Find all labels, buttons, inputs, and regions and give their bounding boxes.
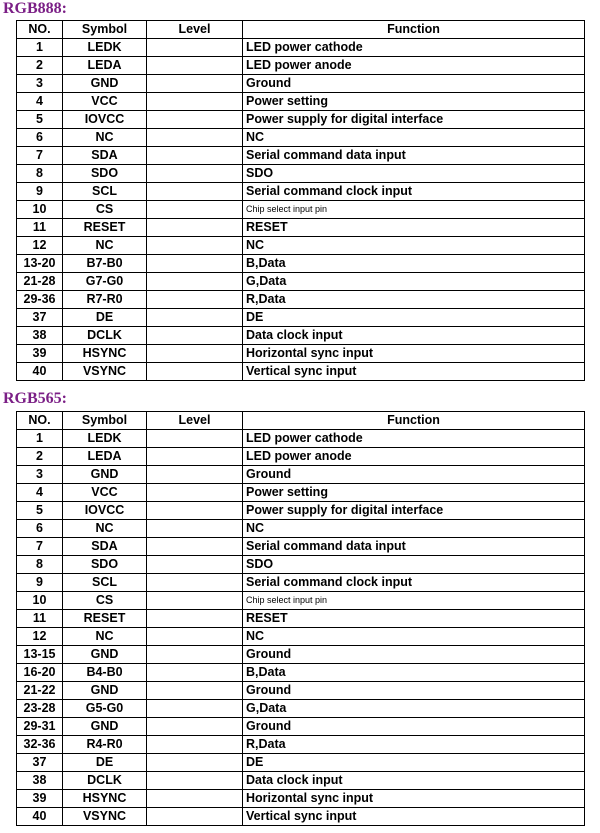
pin-symbol: DCLK — [63, 772, 147, 790]
pin-number: 9 — [17, 574, 63, 592]
pin-level — [147, 363, 243, 381]
pin-function: Horizontal sync input — [243, 790, 585, 808]
pin-level — [147, 93, 243, 111]
pin-number: 6 — [17, 520, 63, 538]
pin-symbol: GND — [63, 682, 147, 700]
pin-function: NC — [243, 628, 585, 646]
pin-function: NC — [243, 520, 585, 538]
pin-symbol: SDO — [63, 165, 147, 183]
pin-symbol: B7-B0 — [63, 255, 147, 273]
pin-symbol: IOVCC — [63, 111, 147, 129]
table-row — [17, 129, 585, 147]
pin-symbol: CS — [63, 592, 147, 610]
pin-function: Ground — [243, 718, 585, 736]
pin-number: 10 — [17, 201, 63, 219]
pin-function: G,Data — [243, 273, 585, 291]
pin-function: Ground — [243, 682, 585, 700]
table-row — [17, 237, 585, 255]
header-level: Level — [147, 21, 243, 39]
rgb888-section-title: RGB888: — [3, 0, 67, 17]
pin-symbol: RESET — [63, 219, 147, 237]
pin-symbol: NC — [63, 520, 147, 538]
pin-function: LED power cathode — [243, 430, 585, 448]
pin-symbol: NC — [63, 628, 147, 646]
pin-symbol: G5-G0 — [63, 700, 147, 718]
pin-symbol: SDA — [63, 538, 147, 556]
table-row — [17, 610, 585, 628]
pin-function: Horizontal sync input — [243, 345, 585, 363]
pin-symbol: GND — [63, 646, 147, 664]
rgb888-pin-table — [16, 20, 585, 381]
pin-level — [147, 610, 243, 628]
pin-function: Ground — [243, 75, 585, 93]
pin-level — [147, 790, 243, 808]
pin-function: Data clock input — [243, 772, 585, 790]
pin-level — [147, 147, 243, 165]
pin-symbol: R7-R0 — [63, 291, 147, 309]
pin-number: 40 — [17, 808, 63, 826]
pin-number: 12 — [17, 628, 63, 646]
table-row — [17, 39, 585, 57]
pin-level — [147, 75, 243, 93]
pin-symbol: NC — [63, 237, 147, 255]
pin-level — [147, 237, 243, 255]
pin-function: NC — [243, 237, 585, 255]
table-header-row — [17, 21, 585, 39]
pin-symbol: DE — [63, 309, 147, 327]
pin-function: B,Data — [243, 255, 585, 273]
pin-number: 7 — [17, 538, 63, 556]
pin-number: 5 — [17, 502, 63, 520]
pin-number: 1 — [17, 430, 63, 448]
pin-level — [147, 592, 243, 610]
pin-number: 21-22 — [17, 682, 63, 700]
pin-number: 29-36 — [17, 291, 63, 309]
table-row — [17, 664, 585, 682]
pin-level — [147, 57, 243, 75]
pin-number: 5 — [17, 111, 63, 129]
pin-function: Serial command clock input — [243, 183, 585, 201]
pin-level — [147, 129, 243, 147]
pin-number: 13-15 — [17, 646, 63, 664]
table-row — [17, 484, 585, 502]
table-row — [17, 183, 585, 201]
pin-function: Serial command data input — [243, 147, 585, 165]
pin-symbol: DE — [63, 754, 147, 772]
pin-function: Ground — [243, 646, 585, 664]
pin-symbol: CS — [63, 201, 147, 219]
pin-function: LED power anode — [243, 57, 585, 75]
header-no: NO. — [17, 21, 63, 39]
table-row — [17, 291, 585, 309]
pin-symbol: GND — [63, 718, 147, 736]
pin-function: G,Data — [243, 700, 585, 718]
table-row — [17, 502, 585, 520]
pin-function: Vertical sync input — [243, 808, 585, 826]
pin-level — [147, 646, 243, 664]
pin-function: Vertical sync input — [243, 363, 585, 381]
pin-number: 7 — [17, 147, 63, 165]
pin-symbol: LEDK — [63, 39, 147, 57]
pin-number: 16-20 — [17, 664, 63, 682]
pin-level — [147, 556, 243, 574]
pin-number: 9 — [17, 183, 63, 201]
pin-level — [147, 520, 243, 538]
pin-number: 12 — [17, 237, 63, 255]
table-row — [17, 520, 585, 538]
pin-function: LED power anode — [243, 448, 585, 466]
pin-number: 13-20 — [17, 255, 63, 273]
pin-level — [147, 165, 243, 183]
pin-function: Data clock input — [243, 327, 585, 345]
pin-level — [147, 538, 243, 556]
table-row — [17, 93, 585, 111]
pin-number: 38 — [17, 327, 63, 345]
table-row — [17, 327, 585, 345]
pin-level — [147, 291, 243, 309]
pin-symbol: VCC — [63, 93, 147, 111]
pin-symbol: NC — [63, 129, 147, 147]
pin-level — [147, 808, 243, 826]
pin-symbol: DCLK — [63, 327, 147, 345]
pin-function: R,Data — [243, 291, 585, 309]
pin-number: 4 — [17, 93, 63, 111]
pin-number: 39 — [17, 790, 63, 808]
pin-level — [147, 430, 243, 448]
pin-level — [147, 327, 243, 345]
table-row — [17, 736, 585, 754]
table-row — [17, 754, 585, 772]
pin-level — [147, 700, 243, 718]
table-row — [17, 466, 585, 484]
pin-level — [147, 772, 243, 790]
table-row — [17, 111, 585, 129]
pin-symbol: LEDK — [63, 430, 147, 448]
table-row — [17, 538, 585, 556]
table-row — [17, 556, 585, 574]
pin-number: 4 — [17, 484, 63, 502]
table-row — [17, 772, 585, 790]
pin-symbol: GND — [63, 466, 147, 484]
pin-number: 21-28 — [17, 273, 63, 291]
pin-level — [147, 345, 243, 363]
pin-number: 39 — [17, 345, 63, 363]
pin-symbol: GND — [63, 75, 147, 93]
pin-level — [147, 664, 243, 682]
pin-function: Serial command data input — [243, 538, 585, 556]
rgb565-section-title: RGB565: — [3, 390, 67, 407]
pin-level — [147, 255, 243, 273]
pin-level — [147, 183, 243, 201]
table-header-row — [17, 412, 585, 430]
pin-level — [147, 628, 243, 646]
header-symbol: Symbol — [63, 412, 147, 430]
table-row — [17, 363, 585, 381]
pin-level — [147, 754, 243, 772]
table-row — [17, 700, 585, 718]
pin-symbol: SCL — [63, 574, 147, 592]
pin-function: Power setting — [243, 93, 585, 111]
pin-level — [147, 448, 243, 466]
pin-number: 32-36 — [17, 736, 63, 754]
pin-number: 2 — [17, 448, 63, 466]
table-row — [17, 430, 585, 448]
pin-function: RESET — [243, 610, 585, 628]
pin-symbol: G7-G0 — [63, 273, 147, 291]
pin-symbol: VSYNC — [63, 808, 147, 826]
table-row — [17, 718, 585, 736]
pin-number: 38 — [17, 772, 63, 790]
table-row — [17, 574, 585, 592]
table-row — [17, 75, 585, 93]
table-row — [17, 201, 585, 219]
table-row — [17, 646, 585, 664]
pin-symbol: VSYNC — [63, 363, 147, 381]
pin-level — [147, 736, 243, 754]
pin-number: 1 — [17, 39, 63, 57]
table-row — [17, 682, 585, 700]
pin-symbol: IOVCC — [63, 502, 147, 520]
pin-level — [147, 111, 243, 129]
table-row — [17, 273, 585, 291]
pin-number: 8 — [17, 165, 63, 183]
table-row — [17, 448, 585, 466]
table-row — [17, 57, 585, 75]
pin-number: 23-28 — [17, 700, 63, 718]
pin-number: 10 — [17, 592, 63, 610]
pin-level — [147, 502, 243, 520]
table-row — [17, 219, 585, 237]
pin-number: 11 — [17, 610, 63, 628]
table-row — [17, 592, 585, 610]
header-symbol: Symbol — [63, 21, 147, 39]
pin-level — [147, 484, 243, 502]
header-function: Function — [243, 21, 585, 39]
pin-function: Power supply for digital interface — [243, 111, 585, 129]
pin-level — [147, 273, 243, 291]
pin-function: DE — [243, 309, 585, 327]
pin-symbol: B4-B0 — [63, 664, 147, 682]
pin-symbol: VCC — [63, 484, 147, 502]
pin-function: Power supply for digital interface — [243, 502, 585, 520]
pin-level — [147, 574, 243, 592]
pin-number: 3 — [17, 75, 63, 93]
pin-symbol: RESET — [63, 610, 147, 628]
pin-number: 3 — [17, 466, 63, 484]
pin-level — [147, 466, 243, 484]
pin-number: 37 — [17, 309, 63, 327]
pin-symbol: R4-R0 — [63, 736, 147, 754]
table-row — [17, 147, 585, 165]
pin-number: 6 — [17, 129, 63, 147]
pin-function: RESET — [243, 219, 585, 237]
table-row — [17, 790, 585, 808]
pin-function: Chip select input pin — [243, 592, 585, 610]
pin-function: Ground — [243, 466, 585, 484]
table-row — [17, 628, 585, 646]
table-row — [17, 165, 585, 183]
pin-level — [147, 718, 243, 736]
pin-function: SDO — [243, 556, 585, 574]
pin-symbol: SDA — [63, 147, 147, 165]
pin-symbol: LEDA — [63, 448, 147, 466]
pin-function: SDO — [243, 165, 585, 183]
pin-function: Chip select input pin — [243, 201, 585, 219]
pin-level — [147, 309, 243, 327]
header-level: Level — [147, 412, 243, 430]
pin-function: B,Data — [243, 664, 585, 682]
pin-function: DE — [243, 754, 585, 772]
pin-symbol: SDO — [63, 556, 147, 574]
pin-symbol: HSYNC — [63, 790, 147, 808]
pin-number: 11 — [17, 219, 63, 237]
table-row — [17, 309, 585, 327]
table-row — [17, 345, 585, 363]
rgb565-pin-table — [16, 411, 585, 826]
table-row — [17, 255, 585, 273]
pin-symbol: HSYNC — [63, 345, 147, 363]
pin-function: LED power cathode — [243, 39, 585, 57]
pin-level — [147, 39, 243, 57]
pin-level — [147, 219, 243, 237]
table-row — [17, 808, 585, 826]
pin-level — [147, 682, 243, 700]
pin-number: 37 — [17, 754, 63, 772]
pin-number: 2 — [17, 57, 63, 75]
pin-number: 40 — [17, 363, 63, 381]
pin-number: 29-31 — [17, 718, 63, 736]
pin-function: Power setting — [243, 484, 585, 502]
header-no: NO. — [17, 412, 63, 430]
pin-function: NC — [243, 129, 585, 147]
pin-function: Serial command clock input — [243, 574, 585, 592]
header-function: Function — [243, 412, 585, 430]
pin-symbol: LEDA — [63, 57, 147, 75]
pin-symbol: SCL — [63, 183, 147, 201]
pin-number: 8 — [17, 556, 63, 574]
pin-function: R,Data — [243, 736, 585, 754]
pin-level — [147, 201, 243, 219]
